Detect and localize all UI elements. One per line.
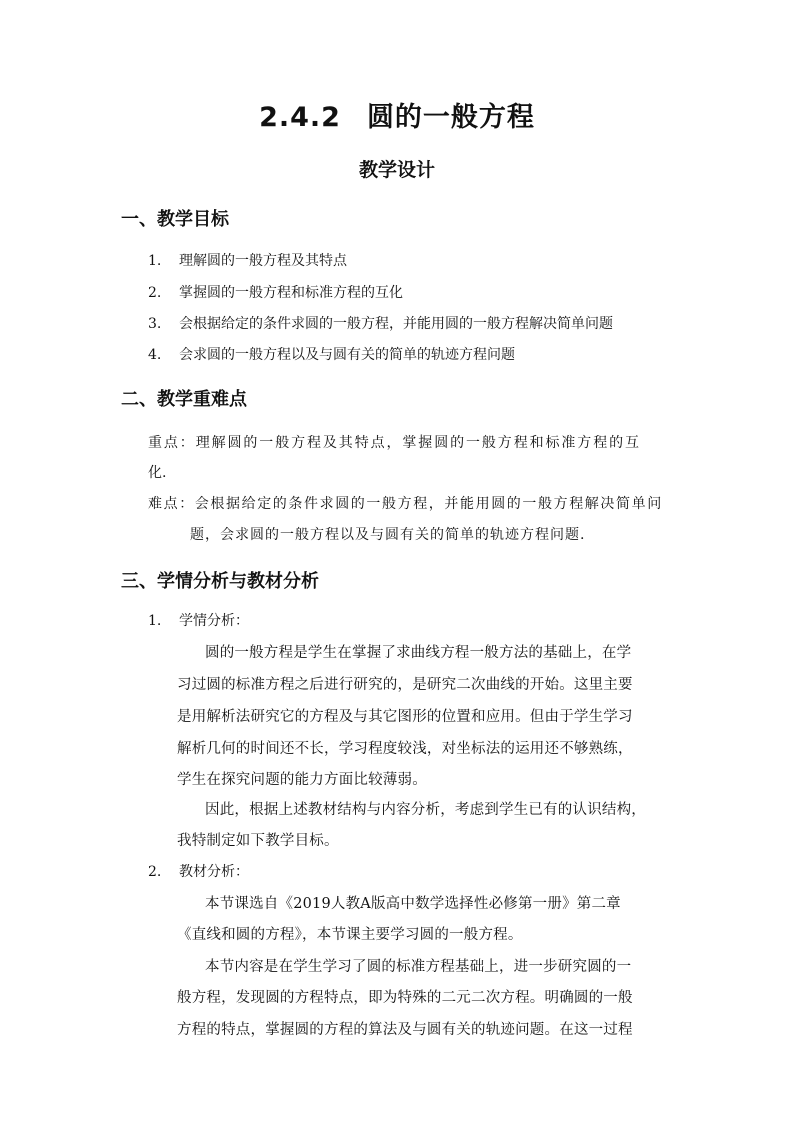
paragraph-line: 本节内容是在学生学习了圆的标准方程基础上，进一步研究圆的一 [205, 959, 632, 975]
paragraph-line: 般方程，发现圆的方程特点，即为特殊的二元二次方程。明确圆的一般 [177, 990, 633, 1006]
difficult-point-line: 题，会求圆的一般方程以及与圆有关的简单的轨迹方程问题. [190, 527, 586, 543]
paragraph-line: 学生在探究问题的能力方面比较薄弱。 [177, 772, 427, 788]
section-heading-1: 一、教学目标 [121, 209, 229, 230]
subsection-label: 教材分析： [179, 864, 249, 880]
list-item-text: 会求圆的一般方程以及与圆有关的简单的轨迹方程问题 [179, 347, 515, 363]
title-text: 圆的一般方程 [366, 102, 535, 133]
key-point-line: 重点：理解圆的一般方程及其特点，掌握圆的一般方程和标准方程的互 [148, 435, 641, 451]
paragraph-line: 方程的特点，掌握圆的方程的算法及与圆有关的轨迹问题。在这一过程 [177, 1022, 633, 1038]
subsection-label: 学情分析： [179, 613, 249, 629]
paragraph-line: 圆的一般方程是学生在掌握了求曲线方程一般方法的基础上，在学 [205, 645, 632, 661]
paragraph-line: 习过圆的标准方程之后进行研究的，是研究二次曲线的开始。这里主要 [177, 677, 633, 693]
list-item-number: 1. [148, 253, 162, 269]
list-item [148, 282, 403, 302]
paragraph-line: 本节课选自《2019人教A版高中数学选择性必修第一册》第二章 [205, 896, 621, 912]
page-title [0, 95, 794, 134]
key-point-line: 化. [148, 465, 167, 481]
page-subtitle: 教学设计 [358, 159, 435, 181]
list-item-text: 会根据给定的条件求圆的一般方程，并能用圆的一般方程解决简单问题 [179, 316, 613, 332]
title-number: 2.4.2 [259, 102, 341, 133]
paragraph-line: 《直线和圆的方程》，本节课主要学习圆的一般方程。 [177, 927, 523, 943]
paragraph-line: 解析几何的时间还不长，学习程度较浅，对坐标法的运用还不够熟练， [177, 741, 633, 757]
difficult-point-line: 难点：会根据给定的条件求圆的一般方程，并能用圆的一般方程解决简单问 [148, 496, 663, 512]
subsection-number: 1. [148, 613, 162, 629]
list-item-number: 3. [148, 316, 162, 332]
list-item-text: 掌握圆的一般方程和标准方程的互化 [179, 285, 403, 301]
list-item-number: 4. [148, 347, 162, 363]
paragraph-line: 因此，根据上述教材结构与内容分析，考虑到学生已有的认识结构， [205, 802, 646, 818]
paragraph-line: 我特制定如下教学目标。 [177, 833, 339, 849]
list-item [148, 250, 347, 270]
section-heading-2: 二、教学重难点 [121, 389, 247, 410]
list-item [148, 313, 613, 333]
list-item-number: 2. [148, 285, 162, 301]
list-item [148, 344, 515, 364]
section-heading-3: 三、学情分析与教材分析 [121, 571, 319, 592]
paragraph-line: 是用解析法研究它的方程及与其它图形的位置和应用。但由于学生学习 [177, 709, 633, 725]
list-item-text: 理解圆的一般方程及其特点 [179, 253, 347, 269]
subsection-heading [148, 861, 249, 881]
subsection-number: 2. [148, 864, 162, 880]
subsection-heading [148, 610, 249, 630]
